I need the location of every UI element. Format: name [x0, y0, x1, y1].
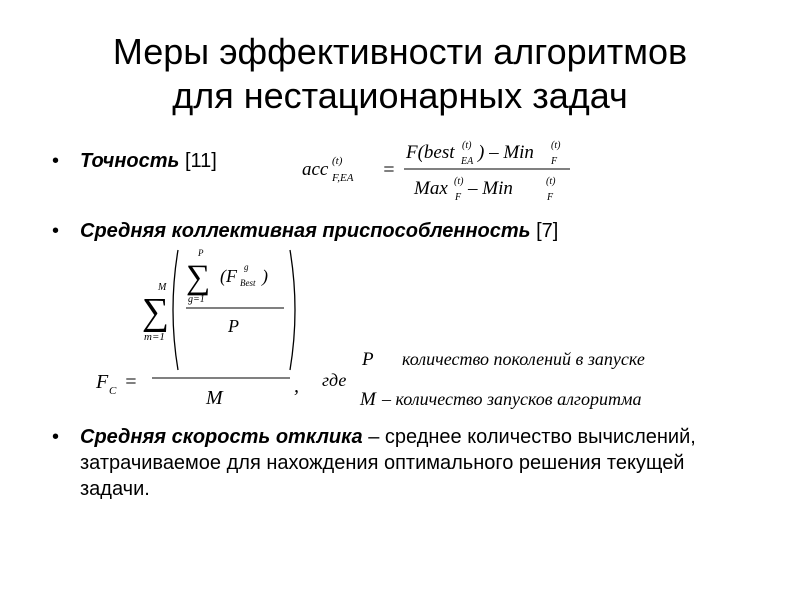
fc-lhs: F — [96, 371, 109, 393]
fc-inner-den: P — [228, 316, 239, 336]
bullet-fitness — [52, 218, 558, 244]
bullet-term: Точность — [80, 150, 180, 172]
bullet-marker: • — [52, 220, 60, 242]
fc-inner-term: (F — [220, 266, 237, 286]
fc-inner-term-close: ) — [262, 266, 268, 286]
acc-num-b: ) – Min — [478, 142, 534, 163]
bullet-accuracy — [52, 148, 217, 174]
acc-equals: = — [382, 159, 396, 181]
fc-comma: , — [294, 375, 299, 397]
accuracy-formula — [298, 136, 598, 206]
fc-outer-sum-sigma: ∑ — [142, 291, 170, 333]
fc-def1-text: количество поколений в запуске — [402, 349, 645, 369]
fc-right-paren — [290, 250, 295, 370]
acc-den-a: Max — [414, 178, 448, 199]
bullet-dash: – — [362, 426, 380, 448]
bullet-reference: [11] — [184, 150, 217, 172]
fc-inner-term-sub: Best — [240, 278, 256, 288]
acc-lhs: acc — [302, 159, 329, 180]
bullet-reference: [7] — [536, 220, 559, 242]
fc-def2-text: – количество запусков алгоритма — [382, 389, 642, 409]
fc-inner-sum-sigma: ∑ — [186, 259, 211, 296]
acc-num-b-sub: F — [551, 156, 558, 167]
bullet-term: Средняя коллективная приспособленность — [80, 220, 531, 242]
bullet-description: среднее количество вычислений, затрачиваемое для нахождения оптимального решения текущей задачи. — [80, 426, 696, 500]
collective-fitness-formula — [90, 244, 750, 412]
acc-num-a: F(best — [406, 142, 455, 163]
fc-equals: = — [124, 371, 138, 393]
fc-inner-term-sup: g — [244, 262, 249, 272]
fc-outer-sum-bottom: m=1 — [144, 331, 165, 343]
fc-outer-sum-top: M — [158, 282, 167, 293]
fc-inner-sum-top: P — [198, 248, 204, 258]
title-line-2: для нестационарных задач — [172, 75, 628, 116]
acc-lhs-sup: (t) — [332, 155, 343, 167]
title-line-1: Меры эффективности алгоритмов — [112, 31, 688, 72]
fc-def1-symbol: P — [362, 349, 374, 370]
acc-lhs-sub: F,EA — [332, 172, 354, 184]
fc-inner-sum-bottom: g=1 — [188, 294, 205, 305]
acc-den-b-sub: F — [547, 192, 554, 203]
acc-den-a-sub: F — [455, 192, 462, 203]
bullet-term: Средняя скорость отклика — [80, 426, 363, 448]
bullet-marker: • — [52, 150, 60, 172]
fc-def2-symbol: M — [360, 389, 376, 410]
bullet-marker: • — [52, 426, 60, 448]
acc-num-b-sup: (t) — [551, 140, 561, 151]
acc-den-a-sup: (t) — [454, 176, 464, 187]
bullet-response-speed — [52, 424, 752, 502]
fc-lhs-sub: C — [109, 385, 117, 397]
acc-num-a-sub: EA — [461, 156, 474, 167]
acc-den-b: – Min — [468, 178, 513, 199]
fc-outer-den: M — [206, 387, 223, 409]
acc-num-a-sup: (t) — [462, 140, 472, 151]
fc-left-paren — [173, 250, 178, 370]
acc-den-b-sup: (t) — [546, 176, 556, 187]
slide-title — [0, 30, 800, 118]
fc-where: где — [322, 370, 347, 390]
